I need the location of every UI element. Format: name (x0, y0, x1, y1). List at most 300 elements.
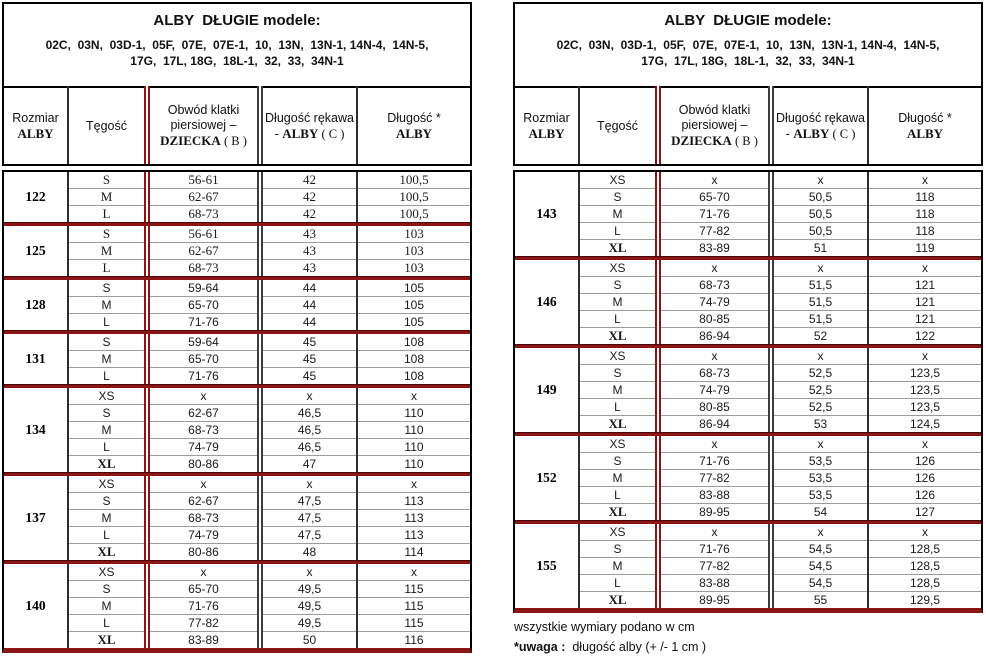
cell-dlugosc: 127 (868, 504, 981, 521)
cell-dlugosc: 115 (357, 581, 470, 598)
table-row (4, 456, 470, 473)
cell-obwod: x (658, 436, 771, 453)
cell-obwod: 56-61 (147, 172, 260, 189)
cell-obwod: 83-88 (658, 487, 771, 504)
table-row (4, 405, 470, 422)
cell-tegosc: S (68, 581, 147, 598)
cell-rekaw: 43 (260, 260, 357, 277)
cell-rekaw: 43 (260, 226, 357, 243)
cell-tegosc: S (68, 280, 147, 297)
cell-tegosc: M (579, 470, 658, 487)
cell-tegosc: S (68, 334, 147, 351)
table-row (515, 416, 981, 433)
col-label-serif: ALBY (17, 125, 54, 141)
cell-tegosc: XL (68, 456, 147, 473)
table-row (4, 388, 470, 405)
cell-obwod: 77-82 (658, 470, 771, 487)
table-row (4, 260, 470, 277)
cell-rekaw: 54,5 (771, 575, 868, 592)
col-label-serif: ALBY (528, 125, 565, 141)
title-area (4, 4, 470, 86)
cell-rekaw: 45 (260, 368, 357, 385)
cell-obwod: x (658, 172, 771, 189)
table-row (515, 311, 981, 328)
table-row (4, 368, 470, 385)
cell-rekaw: 47,5 (260, 510, 357, 527)
cell-tegosc: S (68, 405, 147, 422)
cell-rekaw: 48 (260, 544, 357, 561)
cell-tegosc: M (68, 598, 147, 615)
col-label-serif: DZIECKA (671, 133, 732, 148)
table-row (4, 189, 470, 206)
cell-dlugosc: 113 (357, 493, 470, 510)
table-title: ALBY DŁUGIE modele: (153, 12, 321, 29)
table-row (515, 172, 981, 189)
cell-obwod: x (658, 524, 771, 541)
cell-dlugosc: x (922, 261, 928, 275)
cell-rekaw: 55 (771, 592, 868, 609)
cell-rekaw: x (771, 436, 868, 453)
cell-tegosc: L (68, 260, 147, 277)
cell-obwod: 77-82 (658, 223, 771, 240)
cell-dlugosc: 108 (357, 351, 470, 368)
table-row (515, 206, 981, 223)
col-header-obwod (147, 87, 260, 164)
cell-tegosc: S (579, 189, 658, 206)
col-label: Obwód klatki (678, 103, 751, 117)
col-header-rekaw (771, 87, 868, 164)
table-header (2, 2, 472, 166)
size-group-128 (4, 280, 470, 330)
col-label-dash: - (785, 126, 794, 141)
cell-tegosc: L (68, 206, 147, 223)
cell-dlugosc: 108 (403, 335, 425, 349)
cell-rekaw: 53,5 (771, 470, 868, 487)
cell-rekaw: 42 (260, 206, 357, 223)
table-row (4, 476, 470, 493)
cell-tegosc: XL (579, 240, 658, 257)
table-row (515, 558, 981, 575)
cell-tegosc: XS (579, 436, 658, 453)
table-row (515, 541, 981, 558)
cell-obwod: 71-76 (658, 541, 771, 558)
cell-tegosc: XS (579, 172, 658, 189)
title-area (515, 4, 981, 86)
cell-rekaw: x (771, 260, 868, 277)
cell-tegosc: L (68, 368, 147, 385)
col-header-tegosc (579, 87, 658, 164)
table-row (515, 277, 981, 294)
cell-rekaw: 52,5 (771, 365, 868, 382)
cell-obwod: 65-70 (147, 351, 260, 368)
table-row (515, 328, 981, 345)
cell-dlugosc: 113 (357, 510, 470, 527)
table-row (515, 382, 981, 399)
cell-rozmiar: 125 (4, 226, 68, 276)
cell-dlugosc: 122 (868, 328, 981, 345)
cell-obwod: 65-70 (658, 189, 771, 206)
cell-obwod: 83-89 (658, 240, 771, 257)
cell-obwod: 80-85 (658, 311, 771, 328)
cell-obwod: 71-76 (147, 368, 260, 385)
cell-obwod: 68-73 (658, 365, 771, 382)
cell-obwod: 74-79 (147, 527, 260, 544)
cell-rekaw: 54 (771, 504, 868, 521)
table-row (515, 189, 981, 206)
cell-tegosc: S (68, 493, 147, 510)
cell-rozmiar: 155 (515, 524, 579, 608)
cell-obwod: 68-73 (147, 422, 260, 439)
cell-dlugosc: 121 (868, 311, 981, 328)
col-header-rozmiar (515, 87, 579, 164)
col-label: Długość * (898, 110, 952, 125)
size-group-152 (515, 436, 981, 520)
cell-tegosc: XL (579, 328, 658, 345)
cell-rekaw: 50,5 (771, 206, 868, 223)
cell-dlugosc: 114 (357, 544, 470, 561)
cell-rekaw: 47,5 (260, 527, 357, 544)
cell-tegosc: S (68, 226, 147, 243)
cell-rekaw: x (771, 172, 868, 189)
cell-rekaw: 50,5 (771, 223, 868, 240)
length-note (514, 639, 983, 655)
cell-tegosc: M (579, 558, 658, 575)
cell-dlugosc: 110 (357, 405, 470, 422)
cell-obwod: 89-95 (658, 504, 771, 521)
cell-rekaw: 47,5 (260, 493, 357, 510)
cell-tegosc: XS (68, 564, 147, 581)
cell-rekaw: 52,5 (771, 382, 868, 399)
cell-tegosc: XS (579, 348, 658, 365)
col-label-paren: ( B ) (731, 134, 758, 148)
table-title: ALBY DŁUGIE modele: (664, 12, 832, 29)
cell-tegosc: XS (579, 524, 658, 541)
cell-obwod: 62-67 (147, 189, 260, 206)
cell-dlugosc: x (411, 389, 417, 403)
col-label: Tęgość (86, 118, 127, 133)
cell-dlugosc: 118 (868, 206, 981, 223)
cell-obwod: x (147, 564, 260, 581)
note-text: długość alby (+ /- 1 cm ) (565, 640, 707, 654)
cell-rekaw: 50 (260, 632, 357, 649)
cell-tegosc: M (68, 510, 147, 527)
cell-tegosc: S (579, 277, 658, 294)
col-label: Rozmiar (12, 110, 59, 125)
table-row (4, 280, 470, 297)
size-group-137 (4, 476, 470, 560)
cell-dlugosc: 119 (868, 240, 981, 257)
cell-dlugosc: 121 (868, 277, 981, 294)
cell-obwod: 83-89 (147, 632, 260, 649)
col-label: Tęgość (597, 118, 638, 133)
cell-rozmiar: 149 (515, 348, 579, 432)
cell-obwod: 68-73 (658, 277, 771, 294)
cell-obwod: 86-94 (658, 328, 771, 345)
table-row (515, 453, 981, 470)
cell-dlugosc: x (922, 173, 928, 187)
cell-rozmiar: 122 (4, 172, 68, 222)
cell-obwod: 71-76 (147, 598, 260, 615)
table-body (2, 170, 472, 653)
cell-tegosc: S (579, 365, 658, 382)
table-row (515, 223, 981, 240)
cell-rekaw: 44 (260, 297, 357, 314)
alby-dlugie-table-right (513, 2, 983, 659)
cell-obwod: 86-94 (658, 416, 771, 433)
col-label: Rozmiar (523, 110, 570, 125)
cell-obwod: 68-73 (147, 206, 260, 223)
cell-obwod: x (658, 348, 771, 365)
cell-dlugosc: 110 (357, 422, 470, 439)
table-header (513, 2, 983, 166)
table-row (4, 172, 470, 189)
cell-dlugosc: 118 (868, 189, 981, 206)
cell-rozmiar: 143 (515, 172, 579, 256)
cell-tegosc: M (579, 382, 658, 399)
cell-dlugosc: 129,5 (868, 592, 981, 609)
table-row (515, 348, 981, 365)
col-label: Długość rękawa (265, 110, 354, 125)
cell-obwod: 59-64 (147, 334, 260, 351)
cell-dlugosc: 128,5 (868, 541, 981, 558)
cell-obwod: 59-64 (147, 280, 260, 297)
cell-dlugosc: 100,5 (399, 172, 429, 187)
table-row (4, 439, 470, 456)
table-row (4, 581, 470, 598)
table-row (4, 314, 470, 331)
cell-tegosc: M (579, 206, 658, 223)
col-label-paren: ( B ) (220, 134, 247, 148)
table-row (4, 351, 470, 368)
table-row (4, 615, 470, 632)
models-line-1: 02C, 03N, 03D-1, 05F, 07E, 07E-1, 10, 13N, 13N-1, 14N-4, 14N-5, (45, 38, 429, 52)
table-row (515, 504, 981, 521)
table-row (515, 436, 981, 453)
cell-rozmiar: 131 (4, 334, 68, 384)
col-header-rozmiar (4, 87, 68, 164)
cell-rekaw: 53 (771, 416, 868, 433)
cell-rekaw: 49,5 (260, 615, 357, 632)
cell-tegosc: M (68, 189, 147, 206)
table-row (4, 493, 470, 510)
cell-tegosc: L (579, 311, 658, 328)
cell-rekaw: 54,5 (771, 558, 868, 575)
cell-rekaw: 51 (771, 240, 868, 257)
table-row (515, 524, 981, 541)
alby-dlugie-table-left (2, 2, 472, 653)
cell-rozmiar: 137 (4, 476, 68, 560)
cell-dlugosc: 105 (357, 297, 470, 314)
cell-tegosc: M (68, 243, 147, 260)
cell-tegosc: L (579, 487, 658, 504)
cell-rekaw: 42 (260, 189, 357, 206)
cell-dlugosc: 100,5 (357, 189, 470, 206)
col-label-serif: ALBY (282, 125, 319, 141)
cell-tegosc: L (579, 575, 658, 592)
cell-rekaw: 51,5 (771, 277, 868, 294)
table-row (515, 487, 981, 504)
cell-tegosc: S (68, 172, 147, 189)
cell-rekaw: x (771, 348, 868, 365)
size-group-122 (4, 172, 470, 222)
cell-tegosc: M (68, 297, 147, 314)
cell-obwod: 71-76 (147, 314, 260, 331)
col-label-serif: DZIECKA (160, 133, 221, 148)
cell-dlugosc: 110 (357, 456, 470, 473)
cell-obwod: x (147, 388, 260, 405)
cell-tegosc: L (68, 615, 147, 632)
cell-dlugosc: x (411, 565, 417, 579)
cell-obwod: 62-67 (147, 243, 260, 260)
cell-dlugosc: 105 (357, 314, 470, 331)
cell-dlugosc: 105 (403, 281, 425, 295)
cell-tegosc: L (68, 314, 147, 331)
cell-obwod: 89-95 (658, 592, 771, 609)
cell-tegosc: XL (579, 504, 658, 521)
cell-dlugosc: 126 (868, 487, 981, 504)
cell-dlugosc: x (922, 437, 928, 451)
col-label-serif: ALBY (906, 125, 944, 141)
table-row (4, 510, 470, 527)
cell-obwod: x (147, 476, 260, 493)
cell-obwod: x (658, 260, 771, 277)
cell-rekaw: 52 (771, 328, 868, 345)
cell-rekaw: 54,5 (771, 541, 868, 558)
col-header-obwod (658, 87, 771, 164)
table-row (4, 564, 470, 581)
cell-rekaw: 44 (260, 314, 357, 331)
cell-rekaw: 51,5 (771, 311, 868, 328)
models-list (515, 37, 981, 69)
cell-dlugosc: 123,5 (868, 365, 981, 382)
cell-obwod: 62-67 (147, 405, 260, 422)
cell-tegosc: S (579, 453, 658, 470)
units-note: wszystkie wymiary podano w cm (514, 620, 695, 634)
cell-obwod: 77-82 (147, 615, 260, 632)
cell-tegosc: L (579, 223, 658, 240)
col-header-rekaw (260, 87, 357, 164)
cell-dlugosc: 103 (404, 226, 424, 241)
models-list (4, 37, 470, 69)
cell-obwod: 83-88 (658, 575, 771, 592)
cell-rekaw: 45 (260, 334, 357, 351)
cell-obwod: 62-67 (147, 493, 260, 510)
cell-obwod: 74-79 (658, 382, 771, 399)
table-body (513, 170, 983, 613)
size-group-125 (4, 226, 470, 276)
cell-dlugosc: 108 (357, 368, 470, 385)
table-row (515, 260, 981, 277)
cell-tegosc: L (579, 399, 658, 416)
column-headers (515, 86, 981, 164)
cell-tegosc: L (68, 439, 147, 456)
cell-rekaw: x (771, 524, 868, 541)
cell-tegosc: M (68, 422, 147, 439)
cell-obwod: 65-70 (147, 297, 260, 314)
cell-tegosc: S (579, 541, 658, 558)
cell-rekaw: 49,5 (260, 581, 357, 598)
cell-obwod: 56-61 (147, 226, 260, 243)
col-label: Obwód klatki (167, 103, 240, 117)
cell-obwod: 80-85 (658, 399, 771, 416)
table-row (4, 544, 470, 561)
cell-dlugosc: 116 (357, 632, 470, 649)
cell-tegosc: L (68, 527, 147, 544)
cell-dlugosc: 128,5 (868, 575, 981, 592)
cell-tegosc: XS (68, 388, 147, 405)
cell-dlugosc: 123,5 (868, 399, 981, 416)
cell-rekaw: 53,5 (771, 487, 868, 504)
cell-obwod: 80-86 (147, 544, 260, 561)
size-group-155 (515, 524, 981, 608)
cell-rekaw: x (260, 564, 357, 581)
cell-rozmiar: 152 (515, 436, 579, 520)
cell-tegosc: M (68, 351, 147, 368)
cell-rekaw: 44 (260, 280, 357, 297)
cell-rozmiar: 128 (4, 280, 68, 330)
size-group-140 (4, 564, 470, 648)
cell-dlugosc: 124,5 (868, 416, 981, 433)
table-row (515, 470, 981, 487)
cell-rozmiar: 146 (515, 260, 579, 344)
cell-dlugosc: 126 (868, 470, 981, 487)
cell-rekaw: 46,5 (260, 422, 357, 439)
cell-rekaw: 47 (260, 456, 357, 473)
cell-rekaw: 49,5 (260, 598, 357, 615)
cell-obwod: 71-76 (658, 453, 771, 470)
cell-rekaw: 52,5 (771, 399, 868, 416)
cell-dlugosc: x (922, 349, 928, 363)
table-row (4, 527, 470, 544)
cell-rekaw: 45 (260, 351, 357, 368)
cell-obwod: 74-79 (658, 294, 771, 311)
cell-dlugosc: 123,5 (868, 382, 981, 399)
table-row (4, 334, 470, 351)
col-header-tegosc (68, 87, 147, 164)
cell-dlugosc: 115 (357, 598, 470, 615)
col-label: piersiowej – (681, 118, 748, 132)
cell-dlugosc: 128,5 (868, 558, 981, 575)
cell-dlugosc: 103 (357, 260, 470, 277)
table-row (4, 297, 470, 314)
cell-tegosc: XL (579, 416, 658, 433)
cell-rekaw: x (260, 476, 357, 493)
models-line-1: 02C, 03N, 03D-1, 05F, 07E, 07E-1, 10, 13N, 13N-1, 14N-4, 14N-5, (556, 38, 940, 52)
cell-tegosc: XL (68, 632, 147, 649)
size-group-149 (515, 348, 981, 432)
table-row (515, 294, 981, 311)
cell-dlugosc: 113 (357, 527, 470, 544)
cell-tegosc: XS (579, 260, 658, 277)
cell-dlugosc: x (411, 477, 417, 491)
col-label-dash: - (274, 126, 283, 141)
cell-dlugosc: 100,5 (357, 206, 470, 223)
cell-obwod: 71-76 (658, 206, 771, 223)
models-line-2: 17G, 17L, 18G, 18L-1, 32, 33, 34N-1 (130, 54, 344, 68)
cell-obwod: 80-86 (147, 456, 260, 473)
cell-obwod: 68-73 (147, 510, 260, 527)
cell-dlugosc: x (922, 525, 928, 539)
cell-rekaw: 53,5 (771, 453, 868, 470)
cell-dlugosc: 103 (357, 243, 470, 260)
cell-tegosc: M (579, 294, 658, 311)
table-row (4, 226, 470, 243)
table-row (4, 243, 470, 260)
col-label: Długość rękawa (776, 110, 865, 125)
table-row (4, 598, 470, 615)
size-group-143 (515, 172, 981, 256)
cell-tegosc: XL (579, 592, 658, 609)
